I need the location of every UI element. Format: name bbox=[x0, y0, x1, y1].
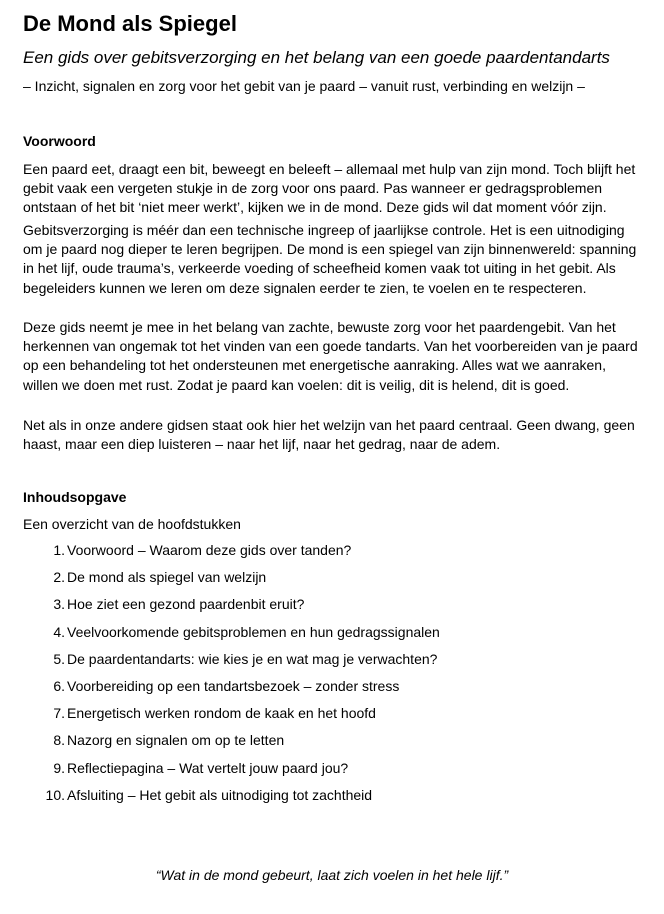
toc-item-number: 3. bbox=[53, 596, 65, 613]
toc-item bbox=[45, 786, 440, 813]
toc-item-label: Veelvoorkomende gebitsproblemen en hun gedragssignalen bbox=[67, 623, 440, 640]
foreword-paragraph: Een paard eet, draagt een bit, beweegt en beleeft – allemaal met hulp van zijn mond. Toch blijft het gebit vaak een vergeten stukje in de zorg voor ons paard. Pas wanneer er gedragsproblemen ontstaan of het bit ‘niet meer werkt’, kijken we in de mond. Deze gids wil dat moment vóór zijn. bbox=[23, 161, 636, 216]
toc-item bbox=[45, 677, 440, 704]
toc-item-number: 1. bbox=[53, 542, 65, 558]
toc-item-label: Energetisch werken rondom de kaak en het hoofd bbox=[67, 705, 376, 722]
foreword-paragraph: Net als in onze andere gidsen staat ook hier het welzijn van het paard centraal. Geen dwang, geen haast, maar een diep luisteren – naar het lijf, naar het gedrag, naar de adem. bbox=[23, 417, 635, 453]
toc-item-number: 5. bbox=[53, 650, 65, 667]
toc-item-label: Reflectiepagina – Wat vertelt jouw paard jou? bbox=[67, 759, 349, 776]
toc-item bbox=[45, 704, 440, 731]
toc-item-number: 10. bbox=[45, 786, 65, 803]
toc-item bbox=[45, 650, 440, 677]
toc-item bbox=[45, 595, 440, 622]
toc-item-number: 6. bbox=[53, 677, 65, 694]
toc-item bbox=[45, 623, 440, 650]
document-title: De Mond als Spiegel bbox=[23, 11, 237, 36]
toc-item-label: Nazorg en signalen om op te letten bbox=[67, 732, 285, 749]
toc-item bbox=[45, 759, 440, 786]
toc-item-label: Voorbereiding op een tandartsbezoek – zonder stress bbox=[67, 677, 400, 694]
toc-item-number: 8. bbox=[53, 732, 65, 749]
foreword-paragraph: Gebitsverzorging is méér dan een technische ingreep of jaarlijkse controle. Het is een uitnodiging om je paard nog dieper te leren begrijpen. De mond is een spiegel van zijn binnenwereld: spanning in het lijf, oude trauma’s, verkeerde voeding of scheefheid komen vaak tot uiting in het gebit. Als begeleiders kunnen we leren om deze signalen eerder te zien, te voelen en te respecteren. bbox=[23, 222, 637, 296]
foreword-paragraph: Deze gids neemt je mee in het belang van zachte, bewuste zorg voor het paardengebit. Van het herkennen van ongemak tot het vinden van een goede tandarts. Van het voorbereiden van je paard op een behandeling tot het ondersteunen met energetische aanraking. Alles wat we aanraken, willen we doen met rust. Zodat je paard kan voelen: dit is veilig, dit is helend, dit is goed. bbox=[23, 319, 638, 393]
document-subtitle: Een gids over gebitsverzorging en het belang van een goede paardentandarts bbox=[23, 48, 610, 67]
toc-item bbox=[45, 731, 440, 758]
foreword-heading: Voorwoord bbox=[23, 133, 96, 149]
toc-item-label: Hoe ziet een gezond paardenbit eruit? bbox=[67, 596, 305, 613]
toc-item-number: 2. bbox=[53, 569, 65, 586]
toc-item-label: De mond als spiegel van welzijn bbox=[67, 569, 267, 586]
toc-item bbox=[45, 568, 440, 595]
toc-list bbox=[45, 541, 440, 813]
toc-item-label: De paardentandarts: wie kies je en wat mag je verwachten? bbox=[67, 650, 438, 667]
closing-quote: “Wat in de mond gebeurt, laat zich voelen in het hele lijf.” bbox=[155, 867, 509, 883]
toc-item-label: Voorwoord – Waarom deze gids over tanden? bbox=[67, 542, 352, 558]
toc-intro: Een overzicht van de hoofdstukken bbox=[23, 516, 241, 532]
toc-heading: Inhoudsopgave bbox=[23, 489, 127, 505]
document-tagline: – Inzicht, signalen en zorg voor het gebit van je paard – vanuit rust, verbinding en welzijn – bbox=[23, 78, 585, 94]
toc-item-number: 4. bbox=[53, 623, 65, 640]
toc-item bbox=[45, 541, 440, 568]
toc-item-label: Afsluiting – Het gebit als uitnodiging tot zachtheid bbox=[67, 786, 373, 803]
toc-item-number: 9. bbox=[53, 759, 65, 776]
toc-item-number: 7. bbox=[53, 705, 65, 722]
